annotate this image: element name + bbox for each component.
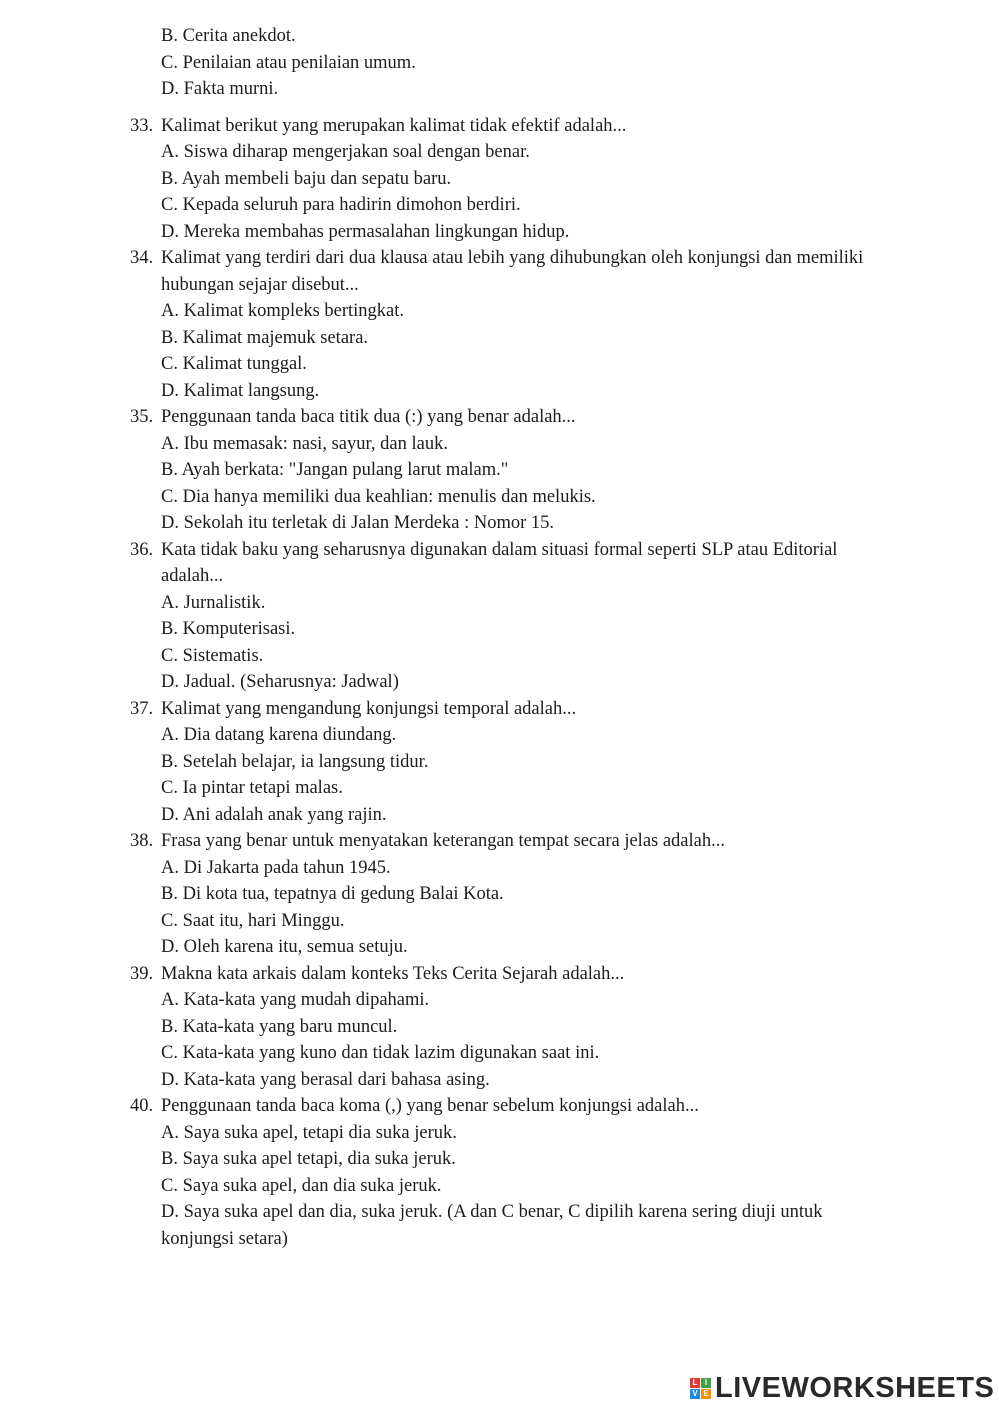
- answer-option: A. Kalimat kompleks bertingkat.: [161, 301, 405, 321]
- question-line: [130, 696, 576, 722]
- question-line: [130, 404, 576, 430]
- answer-option: A. Jurnalistik.: [161, 592, 266, 613]
- answer-option: A. Di Jakarta pada tahun 1945.: [161, 857, 391, 878]
- answer-option: A. Dia datang karena diundang.: [161, 725, 397, 745]
- question-line: [130, 961, 624, 987]
- answer-option: A. Ibu memasak: nasi, sayur, dan lauk.: [161, 433, 448, 454]
- answer-option: A. Siswa diharap mengerjakan soal dengan benar.: [161, 142, 530, 162]
- logo-text: LIVEWORKSHEETS: [715, 1371, 995, 1404]
- answer-option: B. Ayah berkata: "Jangan pulang larut malam.": [161, 460, 509, 480]
- answer-option: C. Dia hanya memiliki dua keahlian: menulis dan melukis.: [161, 486, 596, 507]
- question-number: 38.: [130, 831, 154, 851]
- answer-option: C. Saya suka apel, dan dia suka jeruk.: [161, 1175, 442, 1196]
- question-text: Kalimat yang mengandung konjungsi temporal adalah...: [161, 698, 577, 719]
- answer-option: C. Sistematis.: [161, 645, 264, 666]
- answer-option: B. Saya suka apel tetapi, dia suka jeruk.: [161, 1149, 456, 1169]
- question-text: Kata tidak baku yang seharusnya digunakan dalam situasi formal seperti SLP atau Editorial: [161, 539, 838, 560]
- answer-option: B. Kata-kata yang baru muncul.: [161, 1016, 398, 1037]
- question-number: 36.: [130, 539, 154, 560]
- question-line: [130, 1093, 699, 1119]
- answer-option: C. Kata-kata yang kuno dan tidak lazim digunakan saat ini.: [161, 1043, 600, 1063]
- question-line: [130, 113, 626, 139]
- question-text: Kalimat berikut yang merupakan kalimat tidak efektif adalah...: [161, 115, 627, 136]
- logo-mark-icon: [690, 1378, 711, 1399]
- question-line: [130, 828, 725, 854]
- answer-option: C. Kalimat tunggal.: [161, 354, 307, 374]
- answer-option: B. Di kota tua, tepatnya di gedung Balai Kota.: [161, 884, 504, 904]
- answer-option: D. Sekolah itu terletak di Jalan Merdeka : Nomor 15.: [161, 513, 555, 533]
- question-number: 33.: [130, 115, 154, 136]
- answer-option: C. Saat itu, hari Minggu.: [161, 910, 345, 931]
- logo-letter: V: [690, 1389, 700, 1399]
- question-number: 35.: [130, 407, 154, 427]
- answer-option: A. Saya suka apel, tetapi dia suka jeruk.: [161, 1122, 457, 1143]
- logo-letter: L: [690, 1378, 700, 1388]
- answer-option: B. Cerita anekdot.: [161, 26, 296, 46]
- answer-option: A. Kata-kata yang mudah dipahami.: [161, 990, 430, 1010]
- question-text: Frasa yang benar untuk menyatakan keterangan tempat secara jelas adalah...: [161, 831, 725, 851]
- answer-option: D. Fakta murni.: [161, 79, 279, 99]
- answer-option: D. Oleh karena itu, semua setuju.: [161, 937, 408, 957]
- answer-option: B. Setelah belajar, ia langsung tidur.: [161, 751, 429, 772]
- logo-letter: E: [701, 1389, 711, 1399]
- question-text: Makna kata arkais dalam konteks Teks Cerita Sejarah adalah...: [161, 963, 625, 984]
- question-text: Penggunaan tanda baca koma (,) yang benar sebelum konjungsi adalah...: [161, 1096, 699, 1116]
- question-line: adalah...: [161, 566, 224, 586]
- answer-option: konjungsi setara): [161, 1228, 288, 1249]
- question-line: [130, 537, 837, 563]
- logo-letter: I: [701, 1378, 711, 1388]
- answer-option: C. Kepada seluruh para hadirin dimohon berdiri.: [161, 195, 521, 215]
- answer-option: D. Ani adalah anak yang rajin.: [161, 804, 387, 825]
- answer-option: D. Kata-kata yang berasal dari bahasa asing.: [161, 1069, 490, 1090]
- answer-option: D. Jadual. (Seharusnya: Jadwal): [161, 672, 399, 692]
- answer-option: B. Kalimat majemuk setara.: [161, 327, 369, 348]
- answer-option: B. Ayah membeli baju dan sepatu baru.: [161, 168, 452, 189]
- answer-option: D. Kalimat langsung.: [161, 380, 320, 401]
- answer-option: C. Penilaian atau penilaian umum.: [161, 52, 416, 73]
- question-text: Penggunaan tanda baca titik dua (:) yang benar adalah...: [161, 407, 576, 427]
- liveworksheets-logo: [690, 1372, 994, 1404]
- answer-option: B. Komputerisasi.: [161, 619, 296, 639]
- answer-option: C. Ia pintar tetapi malas.: [161, 778, 343, 798]
- question-number: 40.: [130, 1096, 154, 1116]
- question-line: hubungan sejajar disebut...: [161, 274, 359, 295]
- question-text: Kalimat yang terdiri dari dua klausa atau lebih yang dihubungkan oleh konjungsi dan memiliki: [161, 248, 864, 268]
- question-number: 34.: [130, 248, 154, 268]
- answer-option: D. Mereka membahas permasalahan lingkungan hidup.: [161, 221, 570, 242]
- answer-option: D. Saya suka apel dan dia, suka jeruk. (A dan C benar, C dipilih karena sering diuji untuk: [161, 1202, 823, 1222]
- question-line: [130, 245, 863, 271]
- question-number: 37.: [130, 698, 154, 719]
- question-number: 39.: [130, 963, 154, 984]
